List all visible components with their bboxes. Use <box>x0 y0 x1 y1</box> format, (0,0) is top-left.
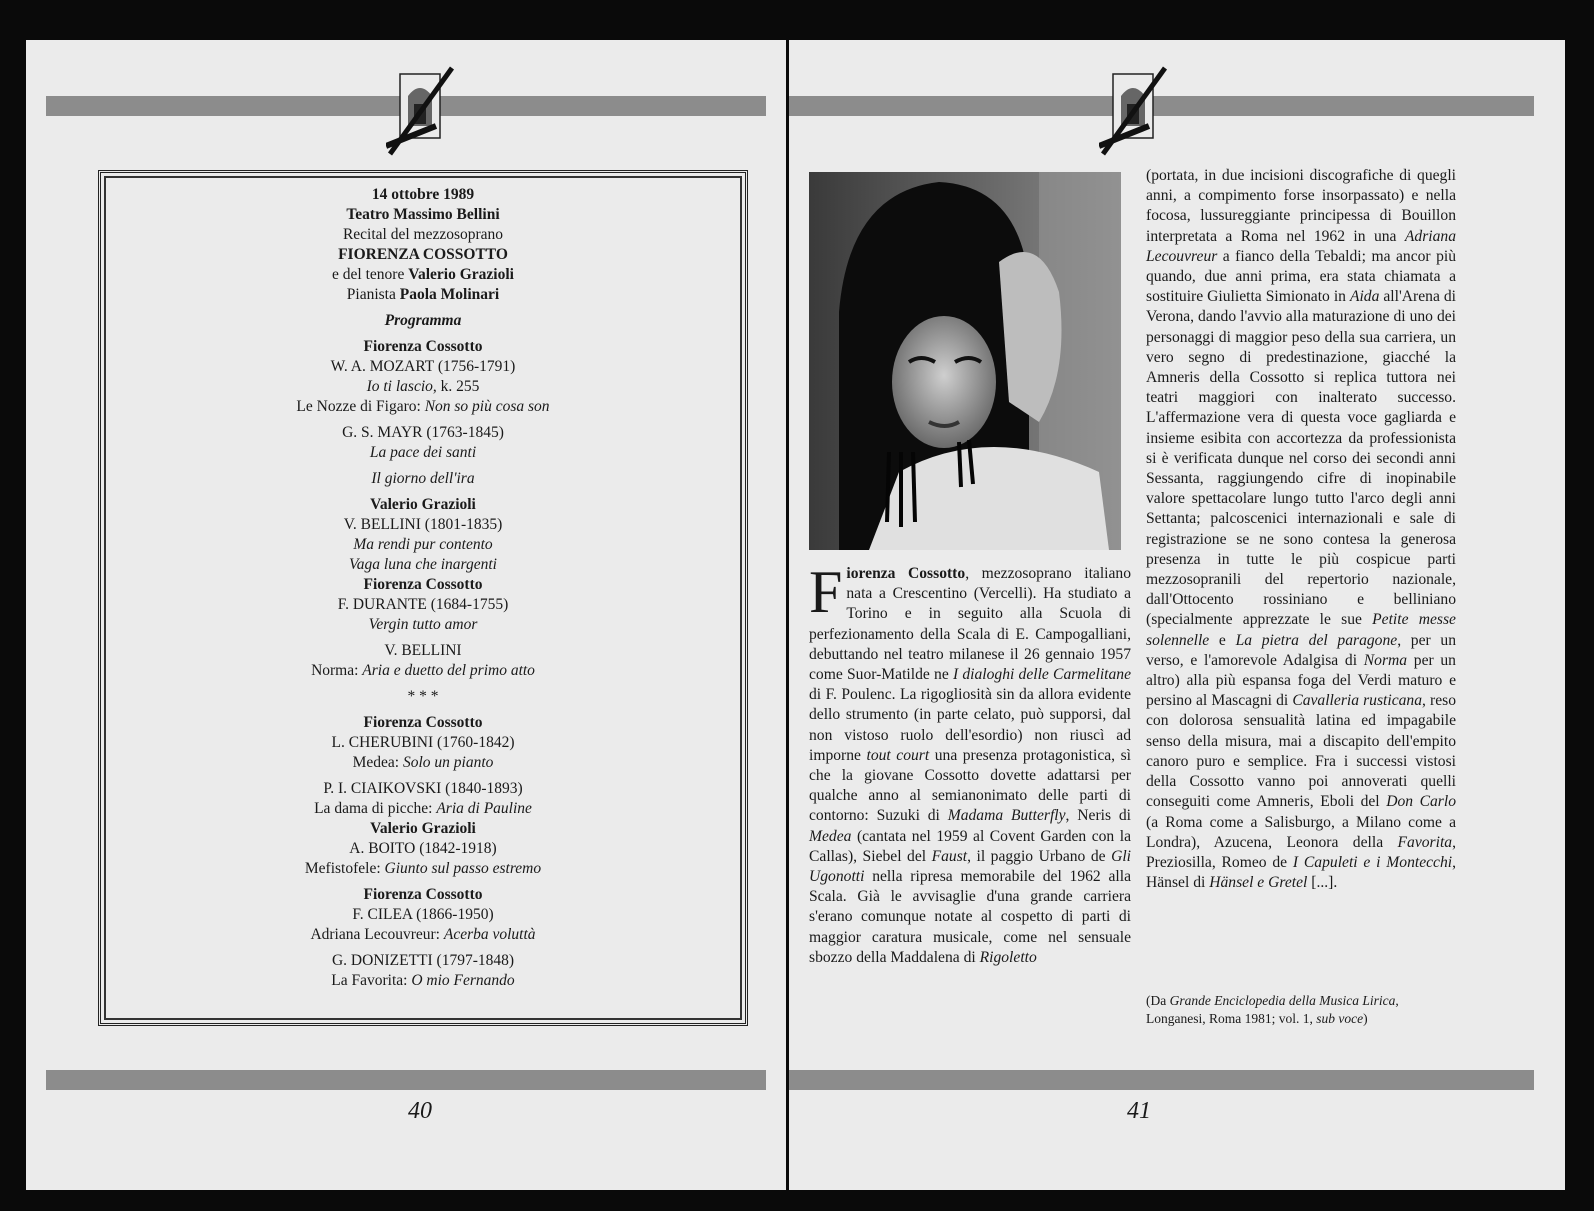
program-line-part: Giunto sul passo estremo <box>384 860 542 877</box>
program-line-part: Non so più cosa son <box>424 398 550 415</box>
biography-text: Don Carlo <box>1386 793 1456 811</box>
page-number: 40 <box>408 1098 432 1124</box>
biography-text: Adriana Lecouvreur <box>1146 227 1456 265</box>
program-line <box>121 265 725 285</box>
biography-text: La pietra del paragone <box>1235 631 1398 649</box>
program-line <box>121 661 725 681</box>
program-line-part: Acerba voluttà <box>443 926 536 943</box>
program-line: Programma <box>384 312 462 329</box>
program-line-part: Medea: <box>352 754 403 771</box>
program-line: L. CHERUBINI (1760-1842) <box>331 734 515 751</box>
biography-text: Rigoletto <box>979 948 1037 966</box>
program-line-part: Paola Molinari <box>399 286 500 303</box>
biography-text: , Hänsel di <box>1146 853 1456 892</box>
program-line-part: Aria di Pauline <box>436 800 532 817</box>
program-line-part: O mio Fernando <box>411 972 515 989</box>
biography-text: tout court <box>866 746 930 764</box>
program-line-part: Pianista <box>346 286 400 303</box>
citation-text: (Da <box>1146 993 1170 1008</box>
biography-text: , mezzosoprano italiano nata a Crescentino (Vercelli). Ha studiato a Torino e in seguito alla Scuola di perfezionamento della Scala di E. Campogalliani, debuttando nel teatro milanese il 26 gennaio 1957 come Suor-Matilde ne <box>809 565 1132 684</box>
program-line: Teatro Massimo Bellini <box>346 206 500 223</box>
biography-text: Madama Butterfly <box>947 807 1066 825</box>
biography-text: , il paggio Urbano de <box>967 847 1112 865</box>
biography-text: Faust <box>931 847 968 865</box>
program-line <box>121 377 725 397</box>
biography-text: I dialoghi delle Carmelitane <box>952 666 1132 684</box>
citation-text: Grande Enciclopedia della Musica Lirica <box>1169 993 1396 1008</box>
program-line: Recital del mezzosoprano <box>342 226 504 243</box>
program-line: Fiorenza Cossotto <box>363 886 483 903</box>
biography-text: nella ripresa memorabile del 1962 alla Scala. Già le avvisaglie d'una grande carriera s'erano comunque notate al cospetto di parti di maggior caratura musicale, come nel sensuale sbozzo della Maddalena di <box>809 868 1131 966</box>
program-line: Vergin tutto amor <box>368 616 478 633</box>
program-line: Ma rendi pur contento <box>353 536 493 553</box>
program-line-part: Adriana Lecouvreur: <box>310 926 444 943</box>
program-line-part: Mefistofele: <box>304 860 385 877</box>
biography-column-left <box>809 559 1132 968</box>
program-line: A. BOITO (1842-1918) <box>349 840 497 857</box>
program-line-part: Norma: <box>311 662 363 679</box>
biography-text: , Neris di <box>1065 807 1132 825</box>
program-line <box>121 925 725 945</box>
program-line: V. BELLINI (1801-1835) <box>343 516 503 533</box>
biography-text: all'Arena di Verona, dando l'avvio alla maturazione di uno dei personaggi di maggior peso della sua carriera, un vero segno di predestinazione, giacché la Amneris della Cossotto si replica tuttora nei teatri maggiori con inalterato successo. L'affermazione vera di questa voce gagliarda e insieme esibita con accortezza da professionista si è verificata dunque nel corso dei secondi anni Sessanta, raggiungendo cifre di inopinabile valore spettacolare lungo tutto l'arco degli anni Settanta; palcoscenici internazionali e sale di registrazione se ne sono contesa la generosa presenza in tutte le più cospicue parti mezzosopranili del repertorio nazionale, dall'Ottocento rossiniano e belliniano (specialmente apprezzate le sue <box>1146 288 1456 629</box>
program-list <box>121 185 725 991</box>
program-line: FIORENZA COSSOTTO <box>338 246 508 263</box>
program-line: G. DONIZETTI (1797-1848) <box>331 952 515 969</box>
program-line-part: , k. 255 <box>432 378 480 395</box>
program-line: Valerio Grazioli <box>370 820 476 837</box>
page-number: 41 <box>1127 1098 1151 1124</box>
program-line-part: La dama di picche: <box>314 800 437 817</box>
biography-text: iorenza Cossotto <box>846 565 966 582</box>
program-line: F. CILEA (1866-1950) <box>352 906 494 923</box>
program-line: W. A. MOZART (1756-1791) <box>330 358 516 375</box>
biography-text: Cavalleria rusticana <box>1292 692 1423 710</box>
program-line: Vaga luna che inargenti <box>349 556 497 573</box>
biography-text: Petite messe solennelle <box>1146 611 1456 649</box>
biography-text: (portata, in due incisioni discografiche di quegli anni, a compimento forse insorpassato) e nella focosa, lussureggiante principessa di Bouillon interpretata a Roma nel 1962 in una <box>1146 167 1456 245</box>
program-line-part: e del tenore <box>332 266 409 283</box>
program-line: G. S. MAYR (1763-1845) <box>342 424 504 441</box>
biography-text: di F. Poulenc. La rigogliosità sin da allora evidente dello strumento (in parte celato, può supporsi, dal non vistoso ruolo dell'esordio) non riuscì ad imporne <box>809 686 1131 764</box>
source-citation <box>1146 992 1456 1028</box>
program-line: V. BELLINI <box>384 642 462 659</box>
program-line: P. I. CIAIKOVSKI (1840-1893) <box>323 780 523 797</box>
bottom-band <box>46 1070 766 1090</box>
program-line-part: Io ti lascio <box>366 378 433 395</box>
program-line <box>121 397 725 417</box>
program-line: 14 ottobre 1989 <box>371 186 475 203</box>
program-line: La pace dei santi <box>369 444 477 461</box>
biography-text: , reso con dolorosa sensualità latina ed impagabile senso della misura, mai a discapito dell'empito canoro puro e semplice. Fra i successi vistosi della Cossotto vanno poi annoverati quelli conseguiti come Amneris, Eboli del <box>1146 692 1457 811</box>
biography-text: per un altro) alla più espansa foga del Verdi maturo e persino al Mascagni di <box>1146 651 1456 710</box>
biography-text: , per un verso, e l'amorevole Adalgisa di <box>1146 631 1457 669</box>
portrait-photo <box>809 172 1121 550</box>
theatre-emblem-icon <box>386 66 456 156</box>
biography-text: Favorita <box>1397 833 1453 851</box>
program-line <box>121 971 725 991</box>
program-line-part: La Favorita: <box>331 972 412 989</box>
program-line: * * * <box>407 688 439 705</box>
biography-text: Medea <box>809 827 852 845</box>
biography-text: una presenza protagonistica, sì che la giovane Cossotto dovette adattarsi per qualche anno al semianonimato delle parti di contorno: Suzuki di <box>809 746 1131 825</box>
program-box <box>98 170 748 1026</box>
program-line <box>121 799 725 819</box>
program-line: Fiorenza Cossotto <box>363 576 483 593</box>
biography-text: Gli Ugonotti <box>809 847 1131 886</box>
biography-text: a fianco della Tebaldi; ma ancor più quando, due anni prima, era stata chiamata a sostituire Giulietta Simionato in <box>1146 247 1456 306</box>
biography-text: (cantata nel 1959 al Covent Garden con la Callas), Siebel del <box>809 827 1131 865</box>
program-line-part: Aria e duetto del primo atto <box>362 662 535 679</box>
program-line: F. DURANTE (1684-1755) <box>337 596 509 613</box>
program-line <box>121 753 725 773</box>
biography-text: Aida <box>1349 288 1380 306</box>
biography-text: , Preziosilla, Romeo de <box>1146 833 1456 871</box>
biography-text: Norma <box>1363 651 1408 669</box>
left-page <box>26 40 786 1190</box>
program-line: Fiorenza Cossotto <box>363 714 483 731</box>
biography-column-right <box>1146 166 1456 893</box>
program-line-part: Valerio Grazioli <box>408 266 514 283</box>
theatre-emblem-icon <box>1099 66 1169 156</box>
program-line: Valerio Grazioli <box>370 496 476 513</box>
program-line <box>121 285 725 305</box>
bottom-band <box>789 1070 1534 1090</box>
program-line-part: Solo un pianto <box>402 754 494 771</box>
citation-text: sub voce <box>1316 1011 1364 1026</box>
biography-text: Hänsel e Gretel <box>1209 874 1308 892</box>
biography-text: I Capuleti e i Montecchi <box>1292 853 1453 871</box>
drop-cap: F <box>809 559 843 625</box>
program-line: Fiorenza Cossotto <box>363 338 483 355</box>
citation-text: ) <box>1363 1011 1368 1026</box>
citation-text: , Longanesi, Roma 1981; vol. 1, <box>1146 993 1399 1026</box>
biography-text: (a Roma come a Salisburgo, a Milano come a Londra), Azucena, Leonora della <box>1146 813 1456 851</box>
biography-text: [...]. <box>1307 874 1338 892</box>
program-line-part: Le Nozze di Figaro: <box>296 398 425 415</box>
biography-text: e <box>1209 631 1236 649</box>
program-line <box>121 859 725 879</box>
right-page <box>789 40 1565 1190</box>
program-line: Il giorno dell'ira <box>371 470 475 487</box>
